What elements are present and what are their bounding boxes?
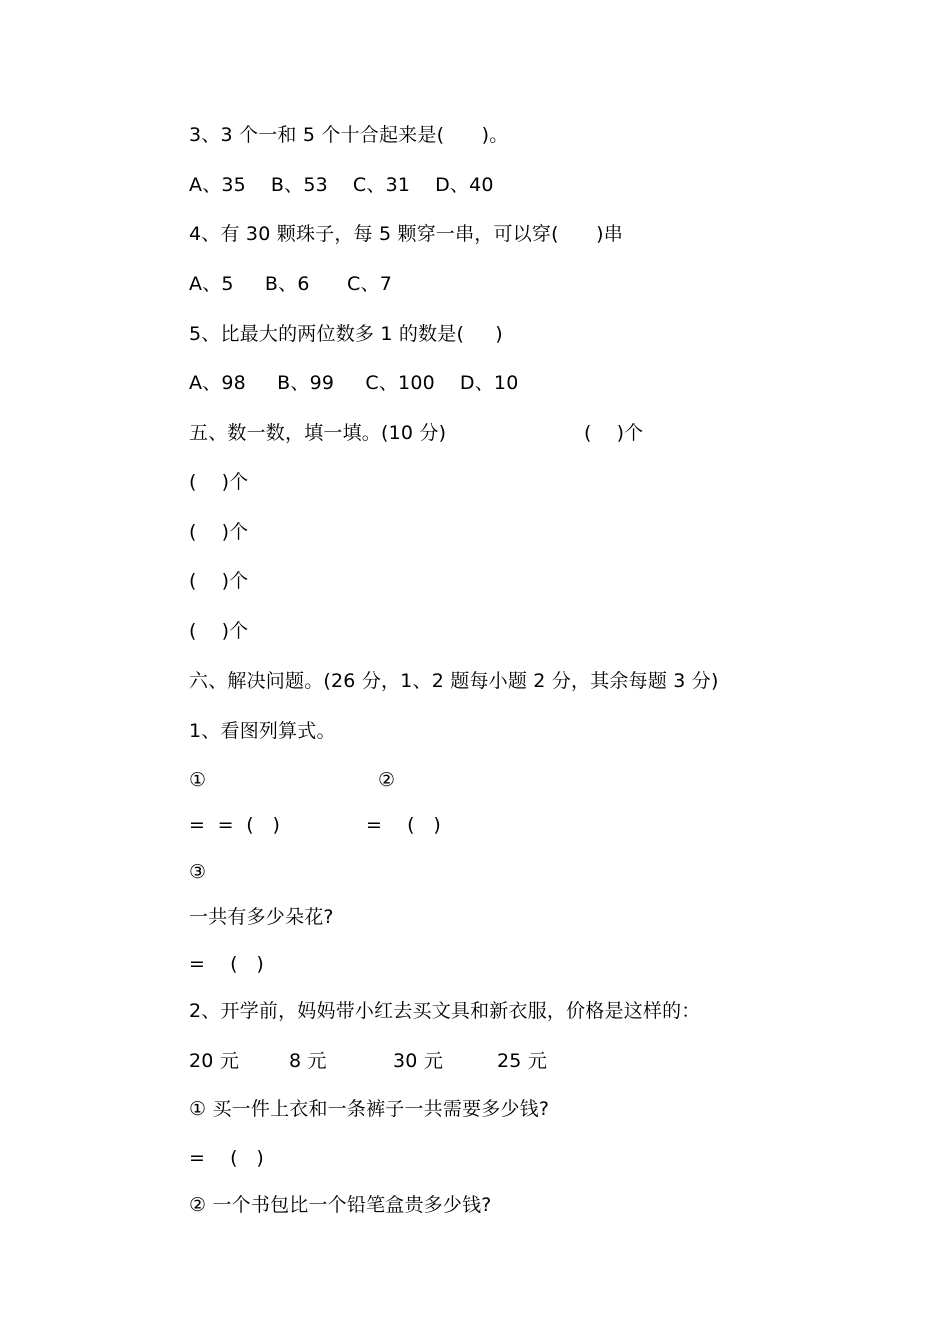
problem-1-equation-1: = = ( ) [189, 814, 281, 836]
section-5-title: 五、数一数，填一填。(10 分) [189, 422, 447, 444]
question-4-options: A、5 B、6 C、7 [189, 273, 392, 295]
problem-1-question: 一共有多少朵花? [189, 906, 334, 928]
problem-1-mark-3: ③ [189, 861, 207, 883]
section-5-blank-right: ( )个 [584, 422, 644, 444]
question-5: 5、比最大的两位数多 1 的数是( ) [189, 323, 503, 345]
problem-1-title: 1、看图列算式。 [189, 720, 336, 742]
question-3-options: A、35 B、53 C、31 D、40 [189, 174, 494, 196]
section-5-blank-1: ( )个 [189, 471, 249, 493]
section-5-blank-4: ( )个 [189, 620, 249, 642]
price-3: 30 元 [393, 1050, 444, 1072]
section-5-blank-2: ( )个 [189, 521, 249, 543]
problem-1-mark-2: ② [378, 769, 396, 791]
section-5-blank-3: ( )个 [189, 570, 249, 592]
problem-2-sub-2: ② 一个书包比一个铅笔盒贵多少钱? [189, 1194, 492, 1216]
problem-1-equation-3: = ( ) [189, 953, 265, 975]
price-4: 25 元 [497, 1050, 548, 1072]
problem-1-equation-2: = ( ) [366, 814, 442, 836]
question-4: 4、有 30 颗珠子，每 5 颗穿一串，可以穿( )串 [189, 223, 623, 245]
problem-2-equation-1: = ( ) [189, 1147, 265, 1169]
price-1: 20 元 [189, 1050, 240, 1072]
question-3: 3、3 个一和 5 个十合起来是( )。 [189, 124, 509, 146]
problem-1-mark-1: ① [189, 769, 207, 791]
price-2: 8 元 [289, 1050, 327, 1072]
question-5-options: A、98 B、99 C、100 D、10 [189, 372, 519, 394]
problem-2-title: 2、开学前，妈妈带小红去买文具和新衣服，价格是这样的： [189, 1000, 701, 1022]
section-6-title: 六、解决问题。(26 分，1、2 题每小题 2 分，其余每题 3 分) [189, 670, 719, 692]
problem-2-sub-1: ① 买一件上衣和一条裤子一共需要多少钱? [189, 1098, 550, 1120]
